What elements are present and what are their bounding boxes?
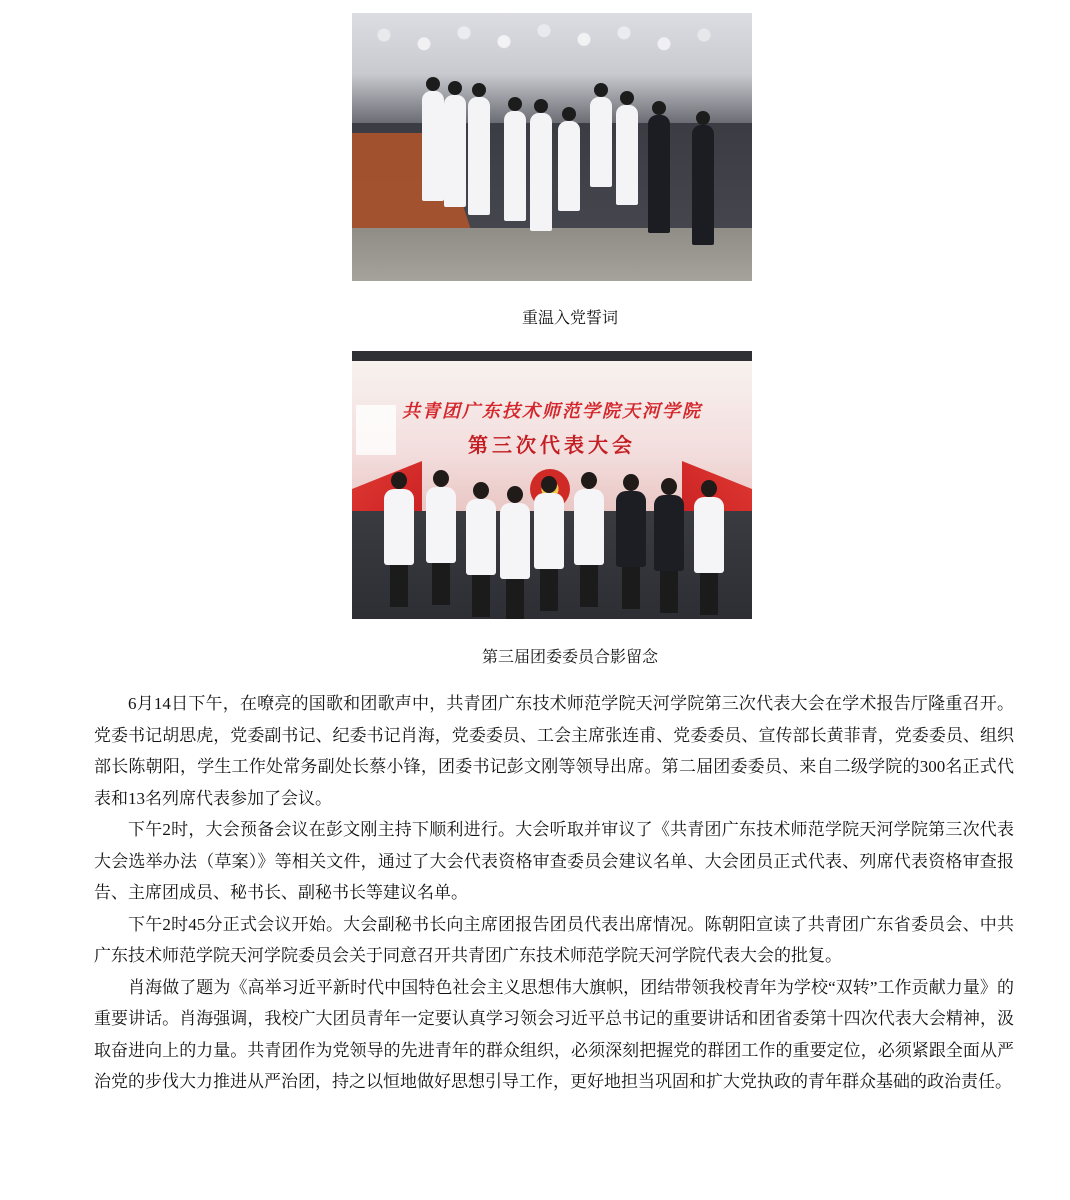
oath-photo [352, 13, 752, 281]
group-person [500, 503, 530, 579]
group-person [694, 497, 724, 573]
oath-person [558, 121, 580, 211]
oath-person [648, 115, 670, 233]
group-person [534, 493, 564, 569]
oath-person [590, 97, 612, 187]
oath-person [504, 111, 526, 221]
oath-person [422, 91, 444, 201]
oath-person [444, 95, 466, 207]
oath-person [530, 113, 552, 231]
oath-person [616, 105, 638, 205]
group-person [574, 489, 604, 565]
group-photo [352, 351, 752, 619]
photo-caption: 重温入党誓词 [521, 310, 618, 327]
article-paragraph: 肖海做了题为《高举习近平新时代中国特色社会主义思想伟大旗帜，团结带领我校青年为学校“双转”工作贡献力量》的重要讲话。肖海强调，我校广大团员青年一定要认真学习领会习近平总书记的重要讲话和团省委第十四次代表大会精神，汲取奋进向上的力量。共青团作为党领导的先进青年的群众组织，必须深刻把握党的群团工作的重要定位，必须紧跟全面从严治党的步伐大力推进从严治团，持之以恒地做好思想引导工作，更好地担当巩固和扩大党执政的青年群众基础的政治责任。 [94, 977, 1014, 1091]
group-person [654, 495, 684, 571]
group-person [426, 487, 456, 563]
screen-banner-subtitle: 第三次代表大会 [468, 433, 636, 457]
group-person [384, 489, 414, 565]
group-person [466, 499, 496, 575]
screen-banner-title: 共青团广东技术师范学院天河学院 [402, 401, 702, 422]
article-paragraph: 6月14日下午，在嘹亮的国歌和团歌声中，共青团广东技术师范学院天河学院第三次代表大会在学术报告厅隆重召开。党委书记胡思虎，党委副书记、纪委书记肖海，党委委员、工会主席张连甫、党委委员、宣传部长黄菲青，党委委员、组织部长陈朝阳，学生工作处常务副处长蔡小锋，团委书记彭文刚等领导出席。第二届团委委员、来自二级学院的300名正式代表和13名列席代表参加了会议。 [94, 694, 1014, 808]
article-paragraph: 下午2时，大会预备会议在彭文刚主持下顺利进行。大会听取并审议了《共青团广东技术师范学院天河学院第三次代表大会选举办法（草案）》等相关文件，通过了大会代表资格审查委员会建议名单、大会团员正式代表、列席代表资格审查报告、主席团成员、秘书长、副秘书长等建议名单。 [94, 820, 1014, 902]
photo-caption: 第三届团委委员合影留念 [481, 649, 658, 666]
oath-person [692, 125, 714, 245]
article-paragraph: 下午2时45分正式会议开始。大会副秘书长向主席团报告团员代表出席情况。陈朝阳宣读了共青团广东省委员会、中共广东技术师范学院天河学院委员会关于同意召开共青团广东技术师范学院天河学院代表大会的批复。 [94, 914, 1014, 965]
article-body [94, 688, 1014, 1098]
audience-crowd [352, 13, 752, 123]
group-person [616, 491, 646, 567]
oath-person [468, 97, 490, 215]
